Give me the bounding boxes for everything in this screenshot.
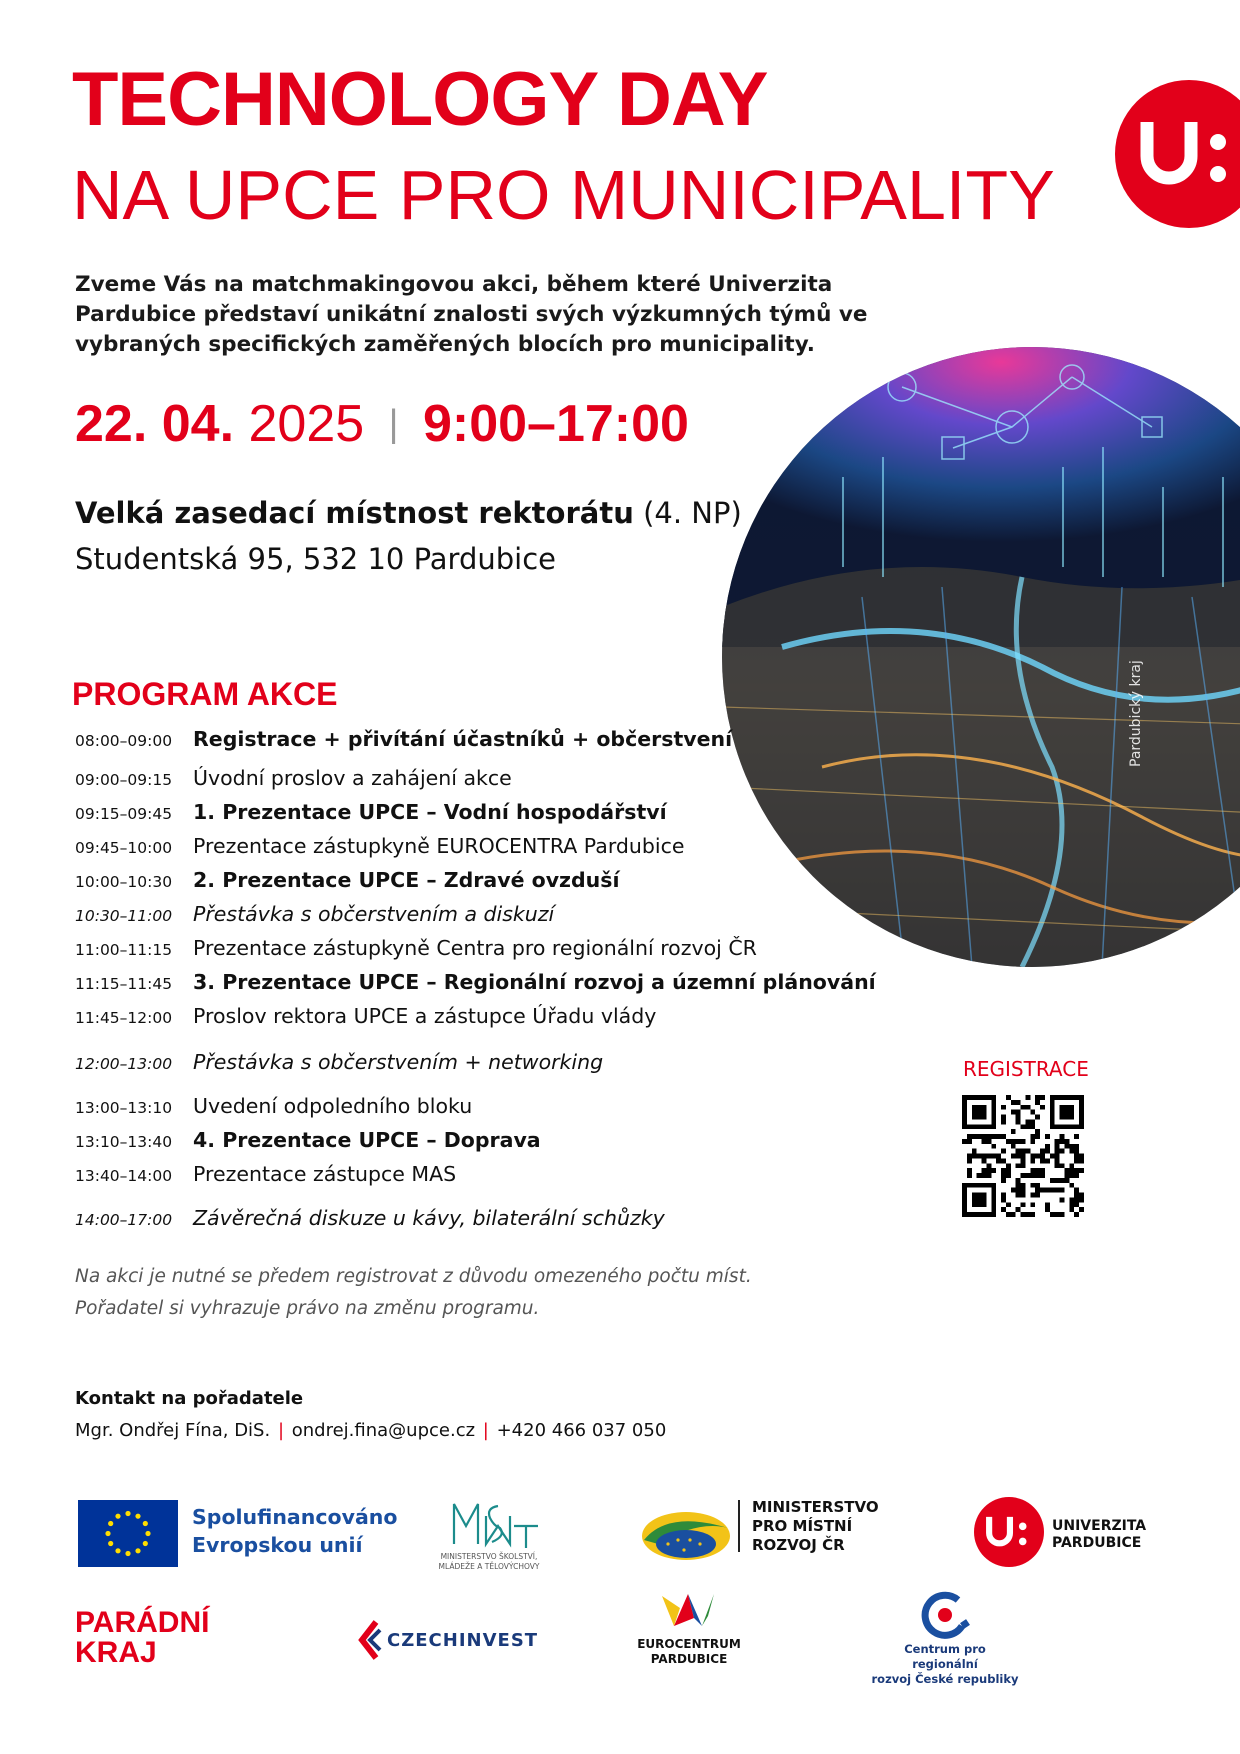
program-row xyxy=(75,970,876,994)
mmr-text-line1: MINISTERSTVO xyxy=(752,1498,879,1516)
contact-name: Mgr. Ondřej Fína, DiS. xyxy=(75,1420,271,1441)
eu-star-icon xyxy=(115,1548,120,1553)
pardubicky-kraj-logo xyxy=(75,1608,209,1668)
program-time: 11:45–12:00 xyxy=(75,1009,173,1027)
event-time: 9:00–17:00 xyxy=(422,395,689,453)
program-time: 13:00–13:10 xyxy=(75,1099,173,1117)
eurocentrum-text-line1: EUROCENTRUM xyxy=(637,1637,741,1651)
date-time-row xyxy=(75,395,689,453)
program-label: 3. Prezentace UPCE – Regionální rozvoj a územní plánování xyxy=(193,970,876,994)
eu-star-icon xyxy=(135,1548,140,1553)
program-time: 13:10–13:40 xyxy=(75,1133,173,1151)
registration-label: REGISTRACE xyxy=(963,1057,1089,1081)
eu-star-icon xyxy=(135,1514,140,1519)
venue-address: Studentská 95, 532 10 Pardubice xyxy=(75,542,556,576)
eurocentrum-text-line2: PARDUBICE xyxy=(650,1652,728,1666)
venue-name: Velká zasedací místnost rektorátu xyxy=(75,496,634,530)
contact-separator: | xyxy=(277,1420,285,1441)
program-time: 09:00–09:15 xyxy=(75,771,173,789)
date-year: 2025 xyxy=(248,395,365,453)
czechinvest-text-part2: INVEST xyxy=(458,1630,539,1651)
program-label: Přestávka s občerstvením a diskuzí xyxy=(193,902,555,926)
eu-star-icon xyxy=(108,1521,113,1526)
upce-text-line1: UNIVERZITA xyxy=(1052,1518,1147,1534)
program-label: Proslov rektora UPCE a zástupce Úřadu vlády xyxy=(193,1004,657,1028)
program-label: 1. Prezentace UPCE – Vodní hospodářství xyxy=(193,800,667,824)
upce-small-logo-icon xyxy=(974,1497,1044,1567)
intro-text: Zveme Vás na matchmakingovou akci, během které Univerzita Pardubice představí unikátní znalosti svých výzkumných týmů ve vybraných specifických zaměřených blocích pro municipality. xyxy=(75,272,868,357)
eu-star-icon xyxy=(143,1521,148,1526)
mmr-divider xyxy=(738,1500,740,1552)
eu-star-icon xyxy=(108,1541,113,1546)
mmr-text xyxy=(752,1498,879,1555)
contact-separator: | xyxy=(482,1420,489,1441)
program-row xyxy=(75,1206,665,1230)
program-row xyxy=(75,1094,472,1118)
eu-star-icon xyxy=(125,1511,130,1516)
eu-cofunded-text xyxy=(192,1503,397,1559)
contact-line xyxy=(75,1420,666,1441)
contact-phone[interactable]: +420 466 037 050 xyxy=(496,1420,667,1441)
program-row xyxy=(75,902,554,926)
date-day-month: 22. 04. xyxy=(75,395,235,453)
date-separator: | xyxy=(388,403,399,445)
upce-logo-icon xyxy=(1115,80,1240,228)
kraj-text-line1: PARÁDNÍ xyxy=(75,1606,210,1639)
program-row xyxy=(75,766,512,790)
title-line-2: NA UPCE PRO MUNICIPALITY xyxy=(72,156,1055,234)
mmr-logo-icon xyxy=(638,1500,734,1570)
program-time: 08:00–09:00 xyxy=(75,732,173,750)
eu-text-line2: Evropskou unií xyxy=(192,1533,363,1557)
program-time: 11:00–11:15 xyxy=(75,941,173,959)
program-row xyxy=(75,936,757,960)
program-time: 09:45–10:00 xyxy=(75,839,173,857)
program-label: Úvodní proslov a zahájení akce xyxy=(193,766,512,790)
program-time: 10:30–11:00 xyxy=(75,907,173,925)
program-row xyxy=(75,834,684,858)
czechinvest-text xyxy=(387,1630,538,1651)
program-label: Uvedení odpoledního bloku xyxy=(193,1094,473,1118)
eu-text-line1: Spolufinancováno xyxy=(192,1505,398,1529)
note-registration: Na akci je nutné se předem registrovat z důvodu omezeného počtu míst. xyxy=(75,1266,752,1287)
contact-email[interactable]: ondrej.fina@upce.cz xyxy=(291,1420,476,1441)
program-row xyxy=(75,727,732,751)
msmt-text-line1: MINISTERSTVO ŠKOLSTVÍ, xyxy=(440,1552,538,1561)
program-time: 09:15–09:45 xyxy=(75,805,173,823)
program-title: PROGRAM AKCE xyxy=(72,676,338,712)
program-label: Registrace + přivítání účastníků + občerstvení xyxy=(193,727,733,751)
program-row xyxy=(75,1050,603,1074)
crr-text xyxy=(870,1642,1020,1687)
program-time: 12:00–13:00 xyxy=(75,1055,173,1073)
program-label: Prezentace zástupkyně EUROCENTRA Pardubice xyxy=(193,834,685,858)
program-label: 4. Prezentace UPCE – Doprava xyxy=(193,1128,541,1152)
hero-credit: Pardubický kraj xyxy=(1128,660,1144,767)
venue-floor: (4. NP) xyxy=(643,496,742,530)
hero-map-image xyxy=(722,347,1240,967)
eu-star-icon xyxy=(125,1551,130,1556)
program-time: 10:00–10:30 xyxy=(75,873,173,891)
program-row xyxy=(75,868,620,892)
title-line-1: TECHNOLOGY DAY xyxy=(72,57,768,142)
eu-flag-icon xyxy=(78,1500,178,1567)
upce-text xyxy=(1052,1518,1146,1552)
mmr-text-line2: PRO MÍSTNÍ xyxy=(752,1517,853,1535)
program-time: 11:15–11:45 xyxy=(75,975,173,993)
program-label: 2. Prezentace UPCE – Zdravé ovzduší xyxy=(193,868,620,892)
czechinvest-chevron-icon xyxy=(358,1620,382,1660)
contact-title: Kontakt na pořadatele xyxy=(75,1388,304,1409)
eurocentrum-text xyxy=(625,1637,753,1667)
note-program-change: Pořadatel si vyhrazuje právo na změnu programu. xyxy=(75,1298,540,1319)
eu-star-icon xyxy=(105,1531,110,1536)
eurocentrum-logo-icon xyxy=(660,1588,716,1630)
program-label: Závěrečná diskuze u kávy, bilaterální schůzky xyxy=(193,1206,665,1230)
crr-text-line2: rozvoj České republiky xyxy=(871,1672,1019,1686)
program-row xyxy=(75,1162,456,1186)
upce-text-line2: PARDUBICE xyxy=(1052,1535,1142,1551)
crr-logo-icon xyxy=(918,1590,972,1640)
program-label: Prezentace zástupkyně Centra pro regionální rozvoj ČR xyxy=(193,936,757,960)
mmr-text-line3: ROZVOJ ČR xyxy=(752,1536,845,1554)
registration-qr-code[interactable] xyxy=(962,1095,1084,1217)
program-time: 14:00–17:00 xyxy=(75,1211,173,1229)
eu-star-icon xyxy=(115,1514,120,1519)
msmt-text-line2: MLÁDEŽE A TĚLOVÝCHOVY xyxy=(438,1562,540,1571)
program-label: Prezentace zástupce MAS xyxy=(193,1162,457,1186)
program-time: 13:40–14:00 xyxy=(75,1167,173,1185)
eu-star-icon xyxy=(145,1531,150,1536)
msmt-text xyxy=(414,1552,564,1572)
eu-star-icon xyxy=(143,1541,148,1546)
program-row xyxy=(75,1128,541,1152)
kraj-text-line2: KRAJ xyxy=(75,1636,157,1669)
venue-line xyxy=(75,496,742,530)
czechinvest-text-part1: CZECH xyxy=(387,1630,459,1651)
crr-text-line1: Centrum pro regionální xyxy=(904,1642,986,1671)
program-row xyxy=(75,1004,656,1028)
program-row xyxy=(75,800,667,824)
program-label: Přestávka s občerstvením + networking xyxy=(193,1050,604,1074)
